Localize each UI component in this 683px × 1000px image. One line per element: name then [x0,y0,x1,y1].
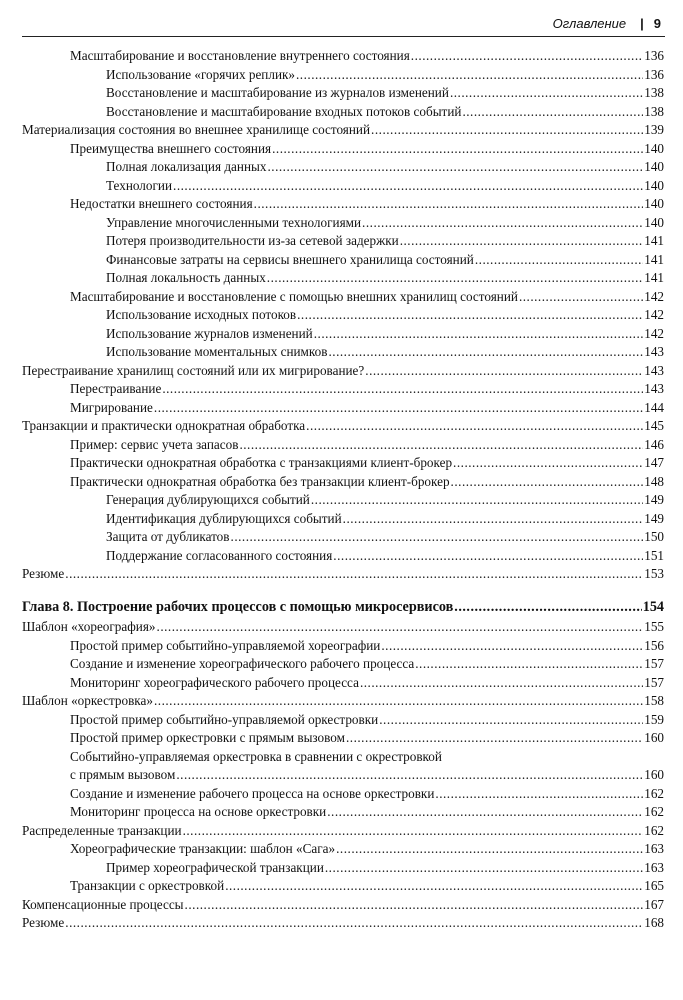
toc-entry[interactable] [22,748,664,767]
toc-entry-page: 136 [644,66,664,82]
toc-leader-dots [314,325,643,344]
toc-entry[interactable] [22,325,664,344]
toc-entry-title: Масштабирование и восстановление внутреннего состояния [70,48,410,63]
toc-entry-page: 149 [644,510,664,526]
toc-leader-dots [173,177,643,196]
toc-leader-dots [400,232,643,251]
toc-leader-dots [297,306,643,325]
toc-entry[interactable] [22,177,664,196]
toc-entry[interactable] [22,251,664,270]
toc-leader-dots [453,454,643,473]
toc-entry-page: 147 [644,455,664,470]
toc-entry[interactable] [22,103,664,122]
toc-chapter-heading[interactable] [22,598,664,617]
toc-leader-dots [371,121,643,140]
toc-entry[interactable] [22,417,664,436]
toc-entry-page: 156 [644,637,664,653]
toc-leader-dots [154,399,643,418]
toc-entry-page: 143 [644,362,664,378]
toc-leader-dots [65,914,643,933]
toc-entry-page: 157 [644,674,664,690]
toc-leader-dots [450,84,643,103]
toc-entry[interactable] [22,399,664,418]
toc-entry[interactable] [22,491,664,510]
toc-leader-dots [325,859,643,878]
header-separator: | [640,15,644,31]
toc-entry-page: 146 [644,436,664,452]
toc-entry-page: 141 [644,251,664,267]
toc-entry[interactable] [22,803,664,822]
toc-leader-dots [360,674,643,693]
toc-leader-dots [272,140,643,159]
toc-entry[interactable] [22,454,664,473]
toc-entry-title: Событийно-управляемая оркестровка в сравнении с окрестровкой [70,748,442,764]
toc-entry[interactable] [22,47,664,66]
toc-leader-dots [311,491,643,510]
toc-entry-page: 163 [644,859,664,875]
toc-entry-page: 140 [644,196,664,211]
toc-entry[interactable] [22,362,664,381]
toc-leader-dots [162,380,643,399]
toc-leader-dots [346,729,643,748]
toc-entry[interactable] [22,84,664,103]
toc-entry-page: 136 [644,48,664,63]
toc-entry-page: 138 [644,103,664,119]
toc-entry-title: Транзакции и практически однократная обработка [22,418,306,433]
toc-entry-title: Недостатки внешнего состояния [70,196,253,211]
toc-entry-page: 142 [644,288,664,304]
toc-leader-dots [381,637,643,656]
toc-entry-page: 141 [644,270,664,285]
toc-entry-page: 168 [644,915,664,930]
toc-entry-title: Полная локальность данных [106,270,266,285]
toc-entry-page: 143 [644,344,664,359]
toc-entry[interactable] [22,914,664,933]
toc-entry-title: с прямым вызовом [70,767,176,782]
toc-entry[interactable] [22,121,664,140]
toc-leader-dots [336,840,643,859]
toc-entry-page: 144 [644,399,664,415]
toc-entry-page: 142 [644,307,664,322]
toc-entry-page: 140 [644,159,664,174]
toc-entry-page: 139 [644,122,664,137]
toc-leader-dots [183,822,643,841]
toc-entry-title: Резюме [22,566,65,581]
toc-entry-title: Шаблон «хореография» [22,619,156,634]
toc-entry-title: Преимущества внешнего состояния [70,140,272,156]
toc-leader-dots [239,436,643,455]
toc-entry-title: Простой пример событийно-управляемой хореографии [70,637,381,653]
toc-leader-dots [185,896,643,915]
toc-section-part1 [22,47,664,584]
toc-entry-title: Технологии [106,177,173,193]
toc-chapter-page: 154 [642,598,664,615]
toc-entry-title: Резюме [22,915,65,930]
toc-entry-title: Материализация состояния во внешнее хранилище состояний [22,122,371,137]
toc-entry[interactable] [22,692,664,711]
toc-entry-title: Финансовые затраты на сервисы внешнего хранилища состояний [106,251,474,267]
toc-entry-title: Масштабирование и восстановление с помощью внешних хранилищ состояний [70,288,518,304]
toc-leader-dots [254,195,643,214]
toc-entry-title: Компенсационные процессы [22,896,184,912]
toc-entry[interactable] [22,565,664,584]
toc-leader-dots [225,877,643,896]
toc-entry[interactable] [22,840,664,859]
toc-entry-page: 143 [644,381,664,396]
toc-entry[interactable] [22,158,664,177]
toc-entry-title: Использование «горячих реплик» [106,66,295,82]
toc-entry-title: Управление многочисленными технологиями [106,214,362,230]
toc-entry-title: Пример хореографической транзакции [106,859,324,875]
toc-leader-dots [157,618,643,637]
toc-entry-title: Потеря производительности из-за сетевой задержки [106,233,399,248]
toc-entry[interactable] [22,195,664,214]
toc-entry-page: 142 [644,325,664,341]
toc-entry-title: Транзакции с оркестровкой [70,878,225,893]
toc-entry-title: Шаблон «оркестровка» [22,693,153,708]
toc-entry[interactable] [22,859,664,878]
toc-entry-page: 162 [644,804,664,819]
toc-entry[interactable] [22,380,664,399]
header-title: Оглавление [552,15,627,31]
toc-leader-dots [306,417,643,436]
toc-entry-title: Практически однократная обработка с транзакциями клиент-брокер [70,455,453,470]
toc-entry-title: Поддержание согласованного состояния [106,547,333,563]
toc-leader-dots [328,343,643,362]
toc-entry-page: 157 [644,656,664,671]
toc-entry[interactable] [22,343,664,362]
toc-entry[interactable] [22,729,664,748]
toc-leader-dots [65,565,643,584]
toc-entry[interactable] [22,896,664,915]
toc-entry[interactable] [22,766,664,785]
toc-leader-dots [327,803,643,822]
toc-entry[interactable] [22,288,664,307]
toc-entry[interactable] [22,655,664,674]
toc-entry-page: 160 [644,767,664,782]
toc-leader-dots [176,766,643,785]
toc-entry-title: Мигрирование [70,399,153,415]
toc-entry-page: 145 [644,418,664,433]
toc-entry[interactable] [22,822,664,841]
toc-entry-page: 151 [644,547,664,563]
toc-entry-page: 167 [644,896,664,912]
toc-leader-dots [154,692,643,711]
toc-leader-dots [296,66,643,85]
toc-entry-page: 140 [644,177,664,193]
toc-entry-title: Использование журналов изменений [106,325,313,341]
toc-leader-dots [462,103,643,122]
toc-entry[interactable] [22,232,664,251]
toc-entry[interactable] [22,674,664,693]
toc-entry[interactable] [22,140,664,159]
toc-entry[interactable] [22,436,664,455]
toc-leader-dots [362,214,643,233]
toc-entry[interactable] [22,269,664,288]
toc-entry-page: 141 [644,233,664,248]
toc-entry-page: 162 [644,785,664,801]
toc-entry-title: Простой пример событийно-управляемой оркестровки [70,711,379,727]
toc-entry-page: 160 [644,730,664,745]
toc-entry-page: 140 [644,214,664,230]
toc-entry-page: 138 [644,85,664,100]
toc-entry[interactable] [22,306,664,325]
toc-leader-dots [411,47,643,66]
toc-entry[interactable] [22,528,664,547]
toc-leader-dots [231,528,643,547]
toc-leader-dots [475,251,643,270]
toc-entry-title: Защита от дубликатов [106,529,230,544]
toc-entry-page: 148 [644,473,664,489]
toc-leader-dots [365,362,643,381]
toc-entry-title: Простой пример оркестровки с прямым вызовом [70,730,345,745]
toc-entry-title: Создание и изменение хореографического рабочего процесса [70,656,415,671]
toc-entry-title: Мониторинг процесса на основе оркестровки [70,804,327,819]
toc-entry[interactable] [22,510,664,529]
toc-entry-page: 159 [644,711,664,727]
toc-entry-title: Распределенные транзакции [22,822,182,838]
toc-leader-dots [451,473,643,492]
toc-entry[interactable] [22,877,664,896]
toc-entry-title: Создание и изменение рабочего процесса на основе оркестровки [70,785,435,801]
toc-entry-title: Использование исходных потоков [106,307,297,322]
toc-leader-dots [415,655,643,674]
toc-entry-title: Перестраивание хранилищ состояний или их мигрирование? [22,362,365,378]
toc-leader-dots [333,547,643,566]
toc-entry-page: 162 [644,822,664,838]
toc-entry-page: 163 [644,841,664,856]
toc-entry[interactable] [22,637,664,656]
header-page-number: 9 [653,15,661,31]
toc-chapter-title: Глава 8. Построение рабочих процессов с помощью микросервисов [22,598,454,615]
toc-entry-title: Восстановление и масштабирование входных потоков событий [106,103,462,119]
toc-section-part2 [22,618,664,933]
toc-entry-page: 153 [644,566,664,581]
toc-entry[interactable] [22,214,664,233]
toc-entry-title: Перестраивание [70,381,162,396]
toc-entry-page: 165 [644,878,664,893]
toc-entry-title: Восстановление и масштабирование из журналов изменений [106,85,449,100]
toc-entry[interactable] [22,547,664,566]
toc-entry-page: 149 [644,492,664,507]
toc-entry-title: Пример: сервис учета запасов [70,436,239,452]
toc-leader-dots [454,598,641,617]
toc-entry[interactable] [22,66,664,85]
toc-entry-page: 158 [644,693,664,708]
toc-entry[interactable] [22,473,664,492]
toc-entry[interactable] [22,618,664,637]
toc-entry[interactable] [22,711,664,730]
toc-leader-dots [519,288,643,307]
toc-leader-dots [343,510,643,529]
toc-leader-dots [267,158,643,177]
toc-entry-title: Практически однократная обработка без транзакции клиент-брокер [70,473,450,489]
toc-entry-title: Генерация дублирующихся событий [106,492,310,507]
toc-leader-dots [267,269,643,288]
toc-entry-title: Полная локализация данных [106,159,267,174]
toc-entry-page: 150 [644,529,664,544]
toc-leader-dots [379,711,643,730]
table-of-contents [22,47,664,933]
toc-entry[interactable] [22,785,664,804]
running-header [22,10,665,37]
toc-entry-title: Идентификация дублирующихся событий [106,510,342,526]
toc-entry-page: 140 [644,140,664,156]
toc-entry-page: 155 [644,619,664,634]
toc-entry-title: Мониторинг хореографического рабочего процесса [70,674,359,690]
toc-entry-title: Использование моментальных снимков [106,344,328,359]
toc-entry-title: Хореографические транзакции: шаблон «Сага» [70,841,336,856]
toc-leader-dots [435,785,643,804]
